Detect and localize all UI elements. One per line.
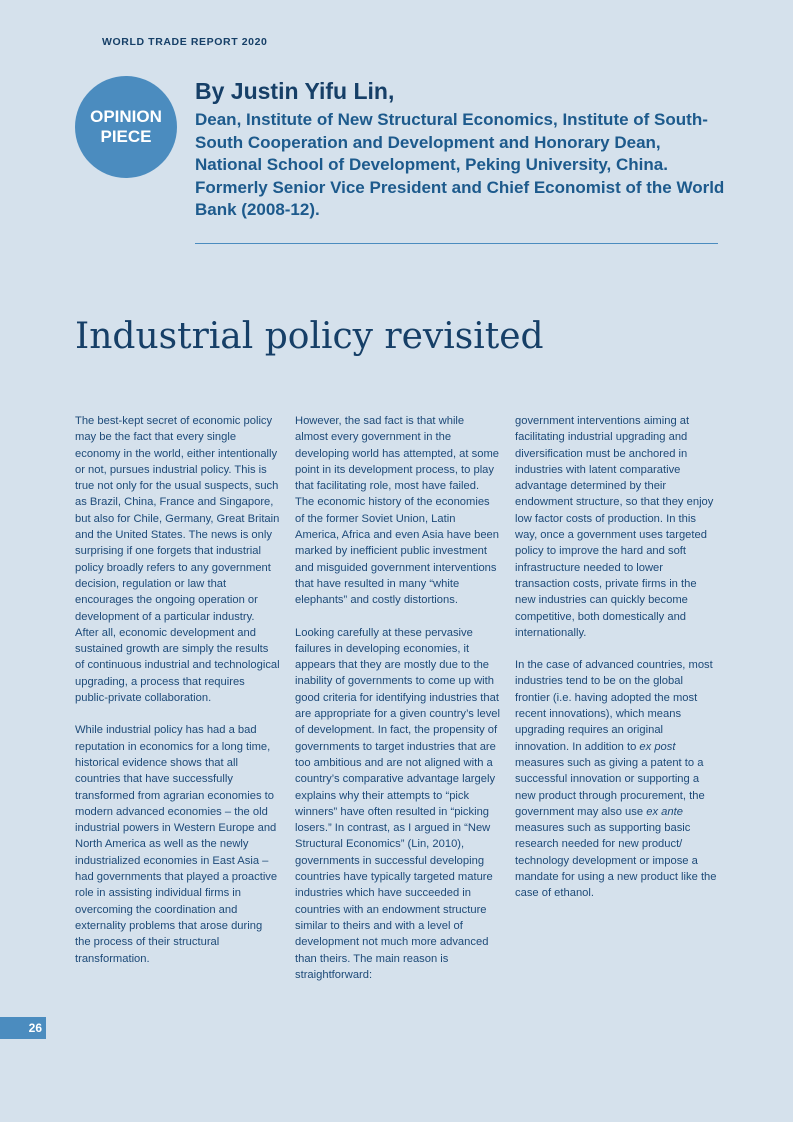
text-column-1: [75, 413, 280, 983]
body-paragraph: Looking carefully at these pervasive failures in developing economies, it appears that they are mostly due to the inability of governments to come up with good criteria for identifying industries that are appropriate for a given country’s level of development. In fact, the propensity of governments to target industries that are too ambitious and are not aligned with a country’s comparative advantage largely explains why their attempts to “pick winners” have often resulted in “picking losers.” In contrast, as I argued in “New Structural Economics” (Lin, 2010), governments in successful developing countries have typically targeted mature industries which have succeeded in countries with an endowment structure similar to theirs and with a level of development not much more advanced than theirs. The main reason is straightforward:: [295, 626, 501, 981]
body-text-run: In the case of advanced countries, most industries tend to be on the global frontier (i.e. having adopted the most recent innovations), which means upgrading requires an original innovation. In addition to: [515, 659, 713, 753]
opinion-badge-line2: PIECE: [100, 127, 152, 146]
opinion-badge-line1: OPINION: [90, 107, 162, 126]
italic-term-ex-post: ex post: [639, 740, 676, 753]
page-number: 26: [0, 1017, 46, 1039]
body-text-run: measures such as giving a patent to a successful innovation or supporting a new product through procurement, the government may also use: [515, 756, 705, 818]
page-title: Industrial policy revisited: [75, 316, 544, 357]
opinion-piece-badge: [75, 76, 177, 178]
body-text-run: measures such as supporting basic research needed for new product/ technology development or impose a mandate for using a new product like the case of ethanol.: [515, 822, 717, 900]
text-column-3: [515, 413, 720, 918]
body-paragraph: While industrial policy has had a bad reputation in economics for a long time, historical evidence shows that all countries that have successfully transformed from agrarian economies to modern advanced economies – the old industrial powers in Western Europe and North America as well as the newly industrialized economies in East Asia – had governments that played a proactive role in assisting individual firms in overcoming the coordination and externality problems that arose during the process of their structural transformation.: [75, 724, 278, 965]
body-paragraph: However, the sad fact is that while almost every government in the developing world has attempted, at some point in its development process, to play that facilitating role, most have failed. The economic history of the economies of the former Soviet Union, Latin America, Africa and even Asia have been marked by inefficient public investment and misguided government interventions that have resulted in many “white elephants” and costly distortions.: [295, 415, 499, 607]
report-header: WORLD TRADE REPORT 2020: [102, 36, 268, 48]
body-paragraph: The best-kept secret of economic policy may be the fact that every single economy in the world, either intentionally or not, pursues industrial policy. This is true not only for the usual suspects, such as Brazil, China, France and Singapore, but also for Chile, Germany, Great Britain and the United States. The news is only surprising if one forgets that industrial policy broadly refers to any government decision, regulation or law that encourages the ongoing operation or development of a particular industry. After all, economic development and sustained growth are simply the results of continuous industrial and technological upgrading, a process that requires public-private collaboration.: [75, 415, 280, 705]
italic-term-ex-ante: ex ante: [646, 805, 683, 818]
header-divider: [195, 243, 718, 244]
body-paragraph: [515, 657, 720, 901]
body-paragraph: government interventions aiming at facilitating industrial upgrading and diversification must be anchored in industries with latent comparative advantage determined by their endowment structure, so that they enjoy low factor costs of production. In this way, once a government uses targeted policy to improve the hard and soft infrastructure needed to lower transaction costs, private firms in the new industries can quickly become competitive, both domestically and internationally.: [515, 415, 714, 639]
text-column-2: [295, 413, 500, 999]
author-affiliation: Dean, Institute of New Structural Economics, Institute of South-South Cooperation and Development and Honorary Dean, National School of Development, Peking University, China. Formerly Senior Vice President and Chief Economist of the World Bank (2008-12).: [195, 110, 725, 219]
author-name: By Justin Yifu Lin,: [195, 78, 395, 104]
